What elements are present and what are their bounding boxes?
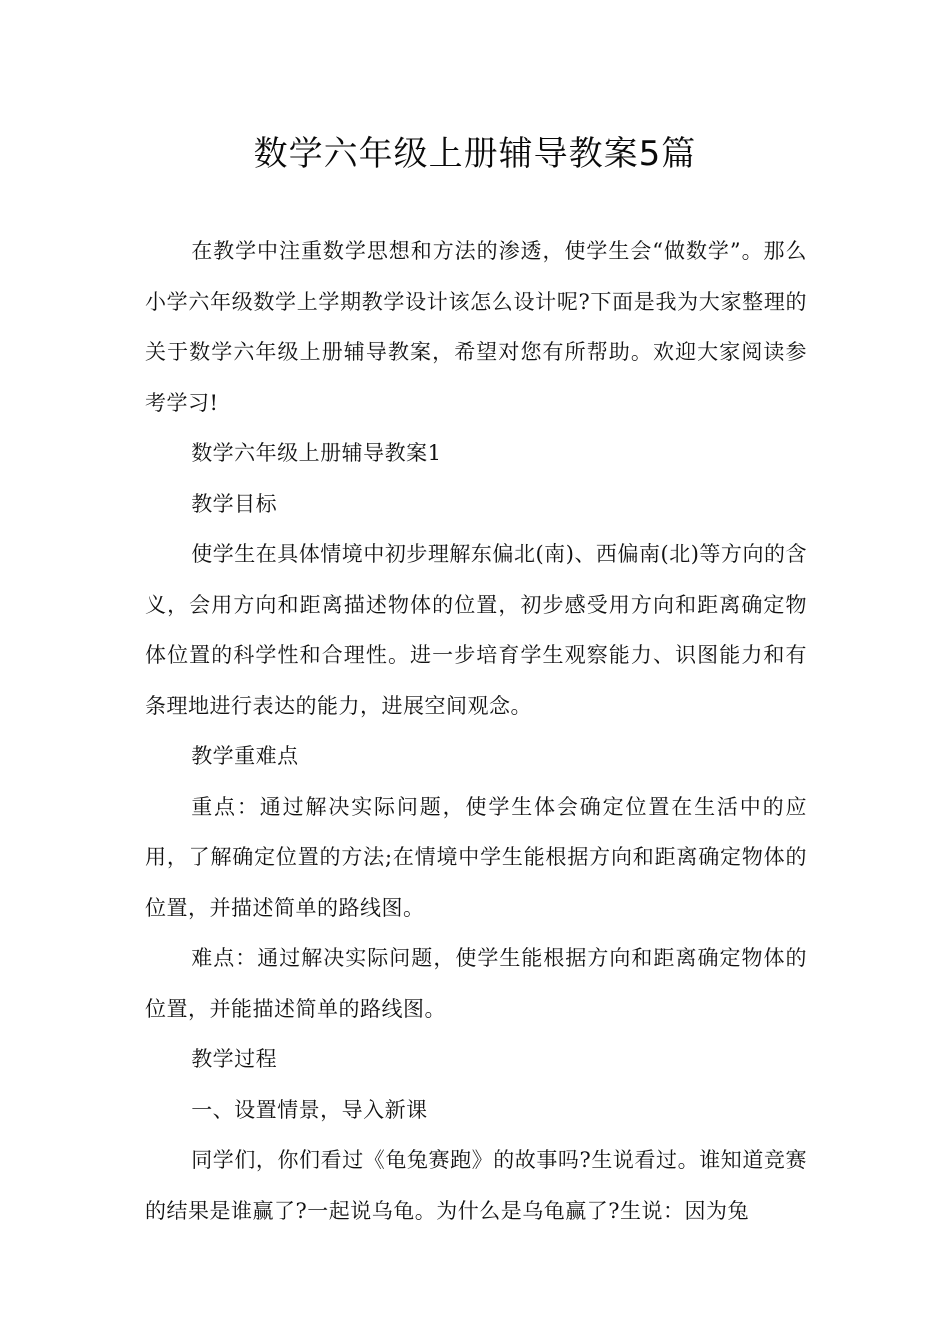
heading-teaching-goals: 教学目标 [191,491,278,516]
heading-teaching-process: 教学过程 [191,1047,278,1071]
key-points-paragraph: 重点：通过解决实际问题，使学生体会确定位置在生活中的应用，了解确定位置的方法;在情境中学生能根据方向和距离确定物体的位置，并描述简单的路线图。 [145,794,807,920]
difficulties-paragraph: 难点：通过解决实际问题，使学生能根据方向和距离确定物体的位置，并能描述简单的路线图。 [145,946,807,1021]
document-body [145,226,807,1236]
process-step-1-paragraph: 同学们，你们看过《龟兔赛跑》的故事吗?生说看过。谁知道竞赛的结果是谁赢了?一起说乌龟。为什么是乌龟赢了?生说：因为兔 [145,1148,807,1223]
intro-paragraph: 在教学中注重数学思想和方法的渗透，使学生会“做数学”。那么小学六年级数学上学期教学设计该怎么设计呢?下面是我为大家整理的关于数学六年级上册辅导教案，希望对您有所帮助。欢迎大家阅读参考学习! [145,239,807,415]
teaching-goals-paragraph: 使学生在具体情境中初步理解东偏北(南)、西偏南(北)等方向的含义，会用方向和距离描述物体的位置，初步感受用方向和距离确定物体位置的科学性和合理性。进一步培育学生观察能力、识图能力和有条理地进行表达的能力，进展空间观念。 [145,542,807,718]
section-heading-lesson-1: 数学六年级上册辅导教案1 [191,441,442,465]
process-step-1-heading: 一、设置情景，导入新课 [191,1097,428,1122]
document-title: 数学六年级上册辅导教案5篇 [253,134,697,174]
heading-key-difficulties: 教学重难点 [191,744,299,768]
